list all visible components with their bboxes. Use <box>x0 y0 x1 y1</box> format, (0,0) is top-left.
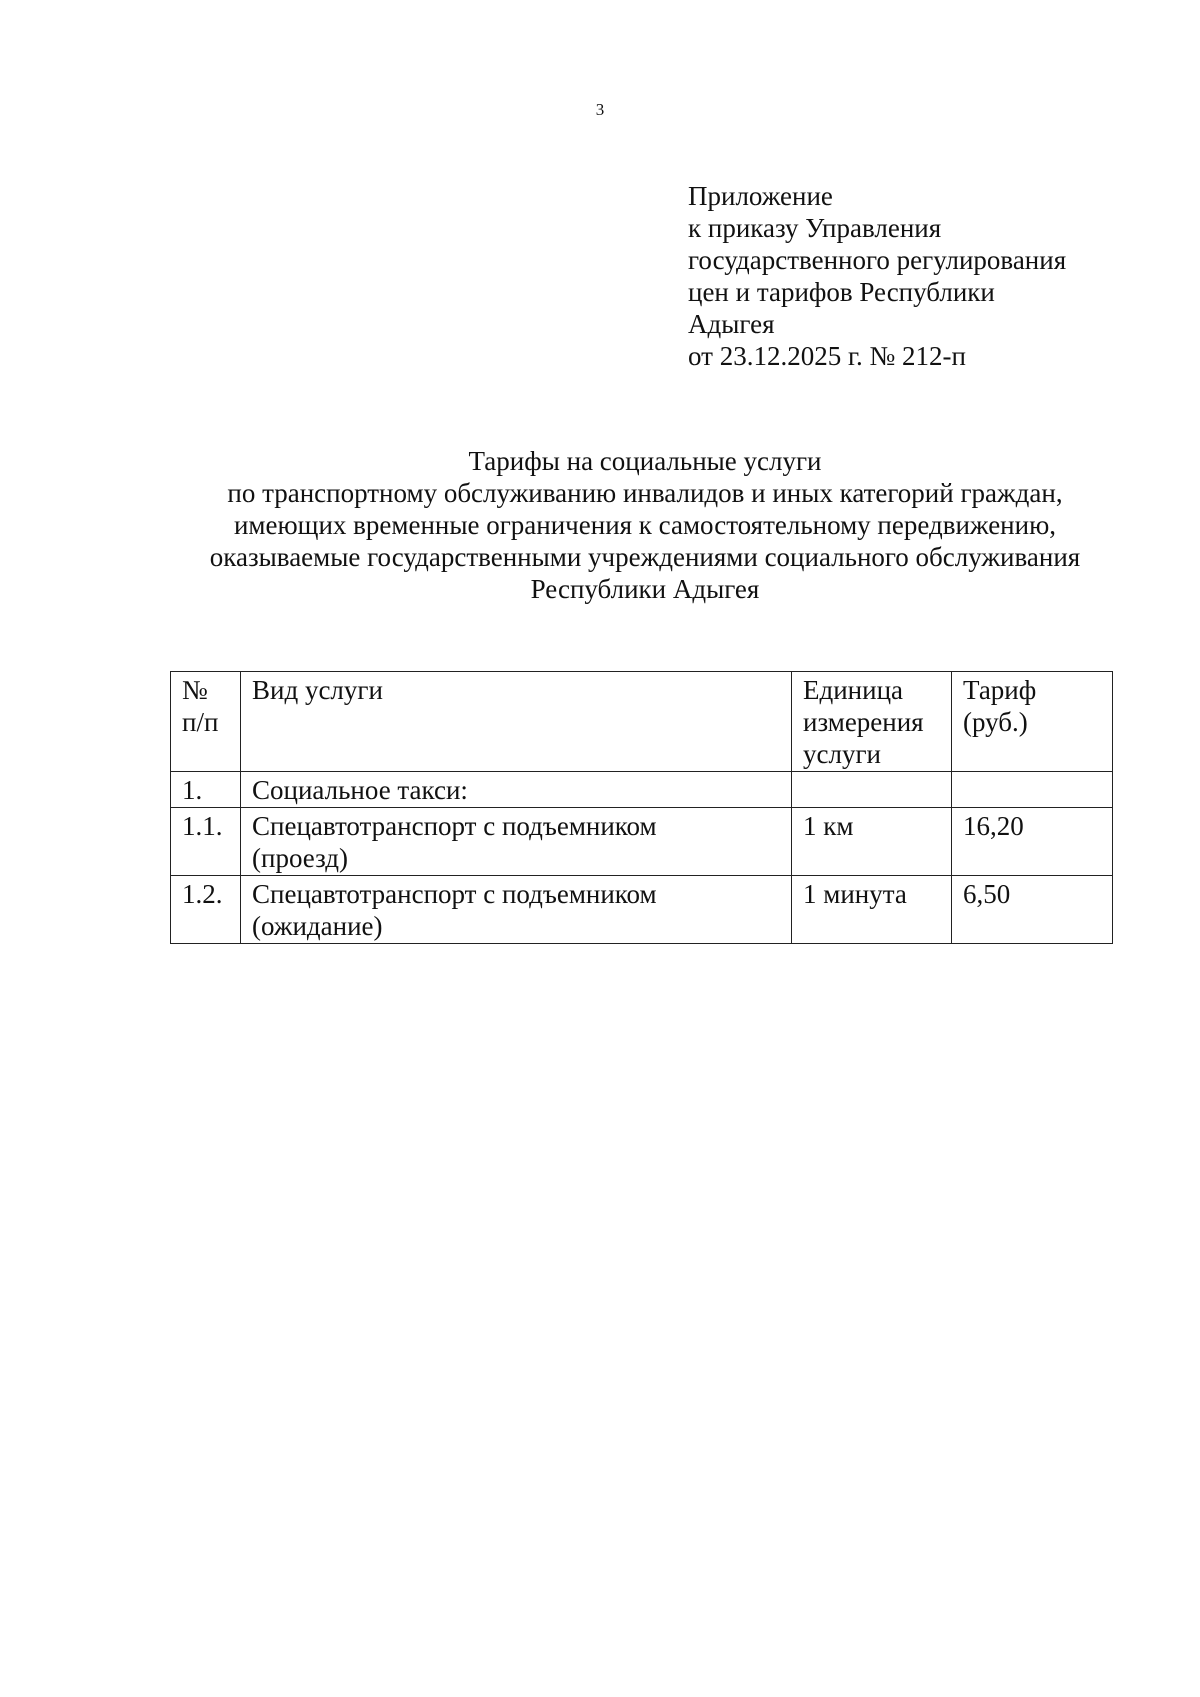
header-tariff: Тариф (руб.) <box>952 672 1113 772</box>
row-unit <box>792 772 952 808</box>
row-num: 1. <box>171 772 241 808</box>
row-service: Спецавтотранспорт с подъемником (проезд) <box>241 808 792 876</box>
title-line: по транспортному обслуживанию инвалидов и иных категорий граждан, <box>227 478 1063 508</box>
document-title <box>150 445 1140 605</box>
row-service: Социальное такси: <box>241 772 792 808</box>
title-line: имеющих временные ограничения к самостоятельному передвижению, <box>233 510 1057 540</box>
appendix-line: Приложение <box>688 181 833 211</box>
table-row <box>171 876 1113 944</box>
table-row <box>171 808 1113 876</box>
tariffs-table <box>170 671 1113 944</box>
row-num: 1.2. <box>171 876 241 944</box>
header-service: Вид услуги <box>241 672 792 772</box>
row-service: Спецавтотранспорт с подъемником (ожидание) <box>241 876 792 944</box>
appendix-line: цен и тарифов Республики <box>688 277 995 307</box>
title-line: оказываемые государственными учреждениями социального обслуживания <box>209 542 1081 572</box>
page-number: 3 <box>595 100 605 119</box>
row-tariff: 6,50 <box>952 876 1113 944</box>
row-unit: 1 км <box>792 808 952 876</box>
appendix-line: государственного регулирования <box>688 245 1067 275</box>
appendix-line: к приказу Управления <box>688 213 942 243</box>
title-line: Республики Адыгея <box>530 574 760 604</box>
title-line: Тарифы на социальные услуги <box>468 446 822 476</box>
appendix-line: от 23.12.2025 г. № 212-п <box>688 341 966 371</box>
row-num: 1.1. <box>171 808 241 876</box>
appendix-block <box>688 180 1066 372</box>
header-num: № п/п <box>171 672 241 772</box>
appendix-line: Адыгея <box>688 309 775 339</box>
row-tariff: 16,20 <box>952 808 1113 876</box>
header-unit: Единица измерения услуги <box>792 672 952 772</box>
row-tariff <box>952 772 1113 808</box>
table-row <box>171 772 1113 808</box>
table-header-row <box>171 672 1113 772</box>
row-unit: 1 минута <box>792 876 952 944</box>
